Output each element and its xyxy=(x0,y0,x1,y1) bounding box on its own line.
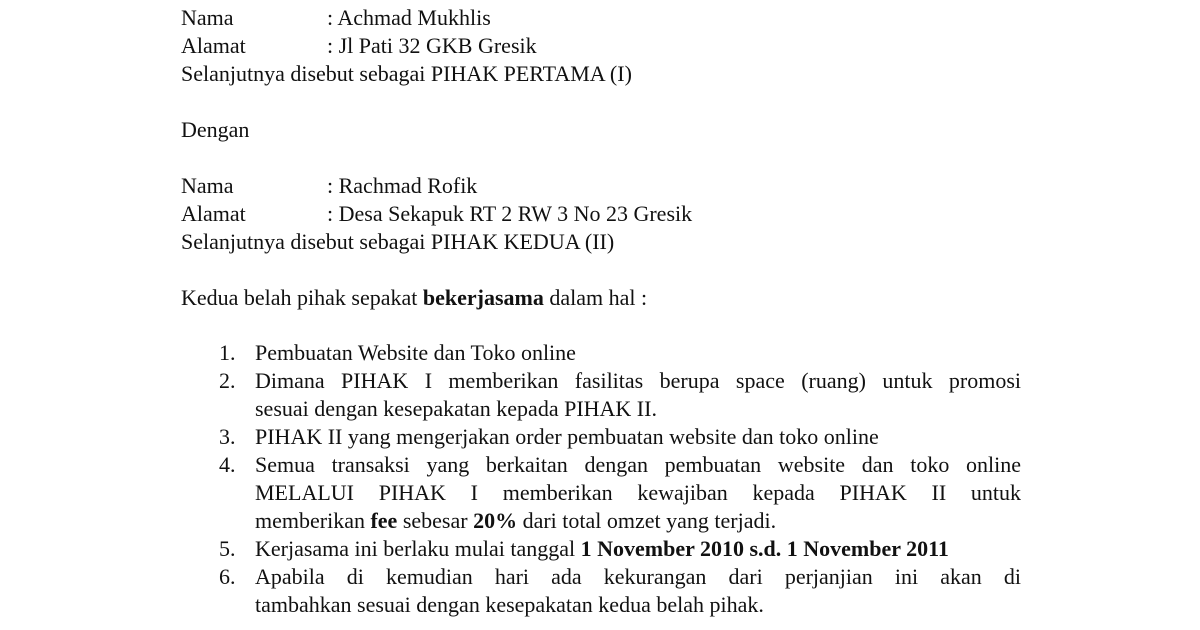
text-segment: Kerjasama ini berlaku mulai tanggal xyxy=(255,536,581,561)
list-item-text: Pembuatan Website dan Toko online xyxy=(255,340,576,365)
list-item xyxy=(181,339,1021,367)
agreement-intro-bold: bekerjasama xyxy=(422,285,544,310)
agreement-intro-start: Kedua belah pihak sepakat xyxy=(181,285,423,310)
text-segment: sebesar xyxy=(397,508,474,533)
agreement-intro-end: dalam hal : xyxy=(543,285,648,310)
list-item-number: 4. xyxy=(219,452,236,477)
text-segment: dari total omzet yang terjadi. xyxy=(517,508,777,533)
list-item-text-line: Apabila di kemudian hari ada kekurangan dari perjanjian ini akan di xyxy=(255,564,1021,589)
party1-address-label: Alamat xyxy=(181,33,246,58)
list-item-text-line: Dimana PIHAK I memberikan fasilitas berupa space (ruang) untuk promosi xyxy=(255,368,1021,393)
list-item-number: 2. xyxy=(219,368,236,393)
list-item-text-line: Semua transaksi yang berkaitan dengan pembuatan website dan toko online xyxy=(255,452,1021,477)
party1-address-value: : Jl Pati 32 GKB Gresik xyxy=(327,33,537,58)
party2-name-label: Nama xyxy=(181,173,234,198)
list-item xyxy=(181,563,1021,619)
list-item-text: PIHAK II yang mengerjakan order pembuatan website dan toko online xyxy=(255,424,879,449)
party2-designation: Selanjutnya disebut sebagai PIHAK KEDUA (II) xyxy=(181,229,615,254)
list-item-number: 6. xyxy=(219,564,236,589)
agreement-list xyxy=(181,339,1021,619)
list-item-text-line: MELALUI PIHAK I memberikan kewajiban kepada PIHAK II untuk xyxy=(255,480,1021,505)
list-item-number: 1. xyxy=(219,340,236,365)
list-item-text-line: tambahkan sesuai dengan kesepakatan kedua belah pihak. xyxy=(255,592,764,617)
agreement-intro xyxy=(181,284,647,312)
list-item-text-line: sesuai dengan kesepakatan kepada PIHAK II. xyxy=(255,396,657,421)
party1-name-value: : Achmad Mukhlis xyxy=(327,5,491,30)
list-item-number: 5. xyxy=(219,536,236,561)
list-item xyxy=(181,367,1021,423)
list-item xyxy=(181,423,1021,451)
list-item xyxy=(181,535,1021,563)
list-item xyxy=(181,451,1021,535)
list-item-number: 3. xyxy=(219,424,236,449)
party1-designation: Selanjutnya disebut sebagai PIHAK PERTAMA (I) xyxy=(181,61,632,86)
fee-bold: fee xyxy=(370,508,398,533)
date-range-bold: 1 November 2010 s.d. 1 November 2011 xyxy=(580,536,949,561)
dengan-text: Dengan xyxy=(181,117,250,142)
percentage-bold: 20% xyxy=(473,508,518,533)
text-segment: memberikan xyxy=(255,508,371,533)
list-item-text xyxy=(255,535,1021,563)
party2-name-value: : Rachmad Rofik xyxy=(327,173,478,198)
list-item-text-line xyxy=(255,507,1021,535)
party2-address-label: Alamat xyxy=(181,201,246,226)
party2-address-value: : Desa Sekapuk RT 2 RW 3 No 23 Gresik xyxy=(327,201,693,226)
party1-name-label: Nama xyxy=(181,5,234,30)
